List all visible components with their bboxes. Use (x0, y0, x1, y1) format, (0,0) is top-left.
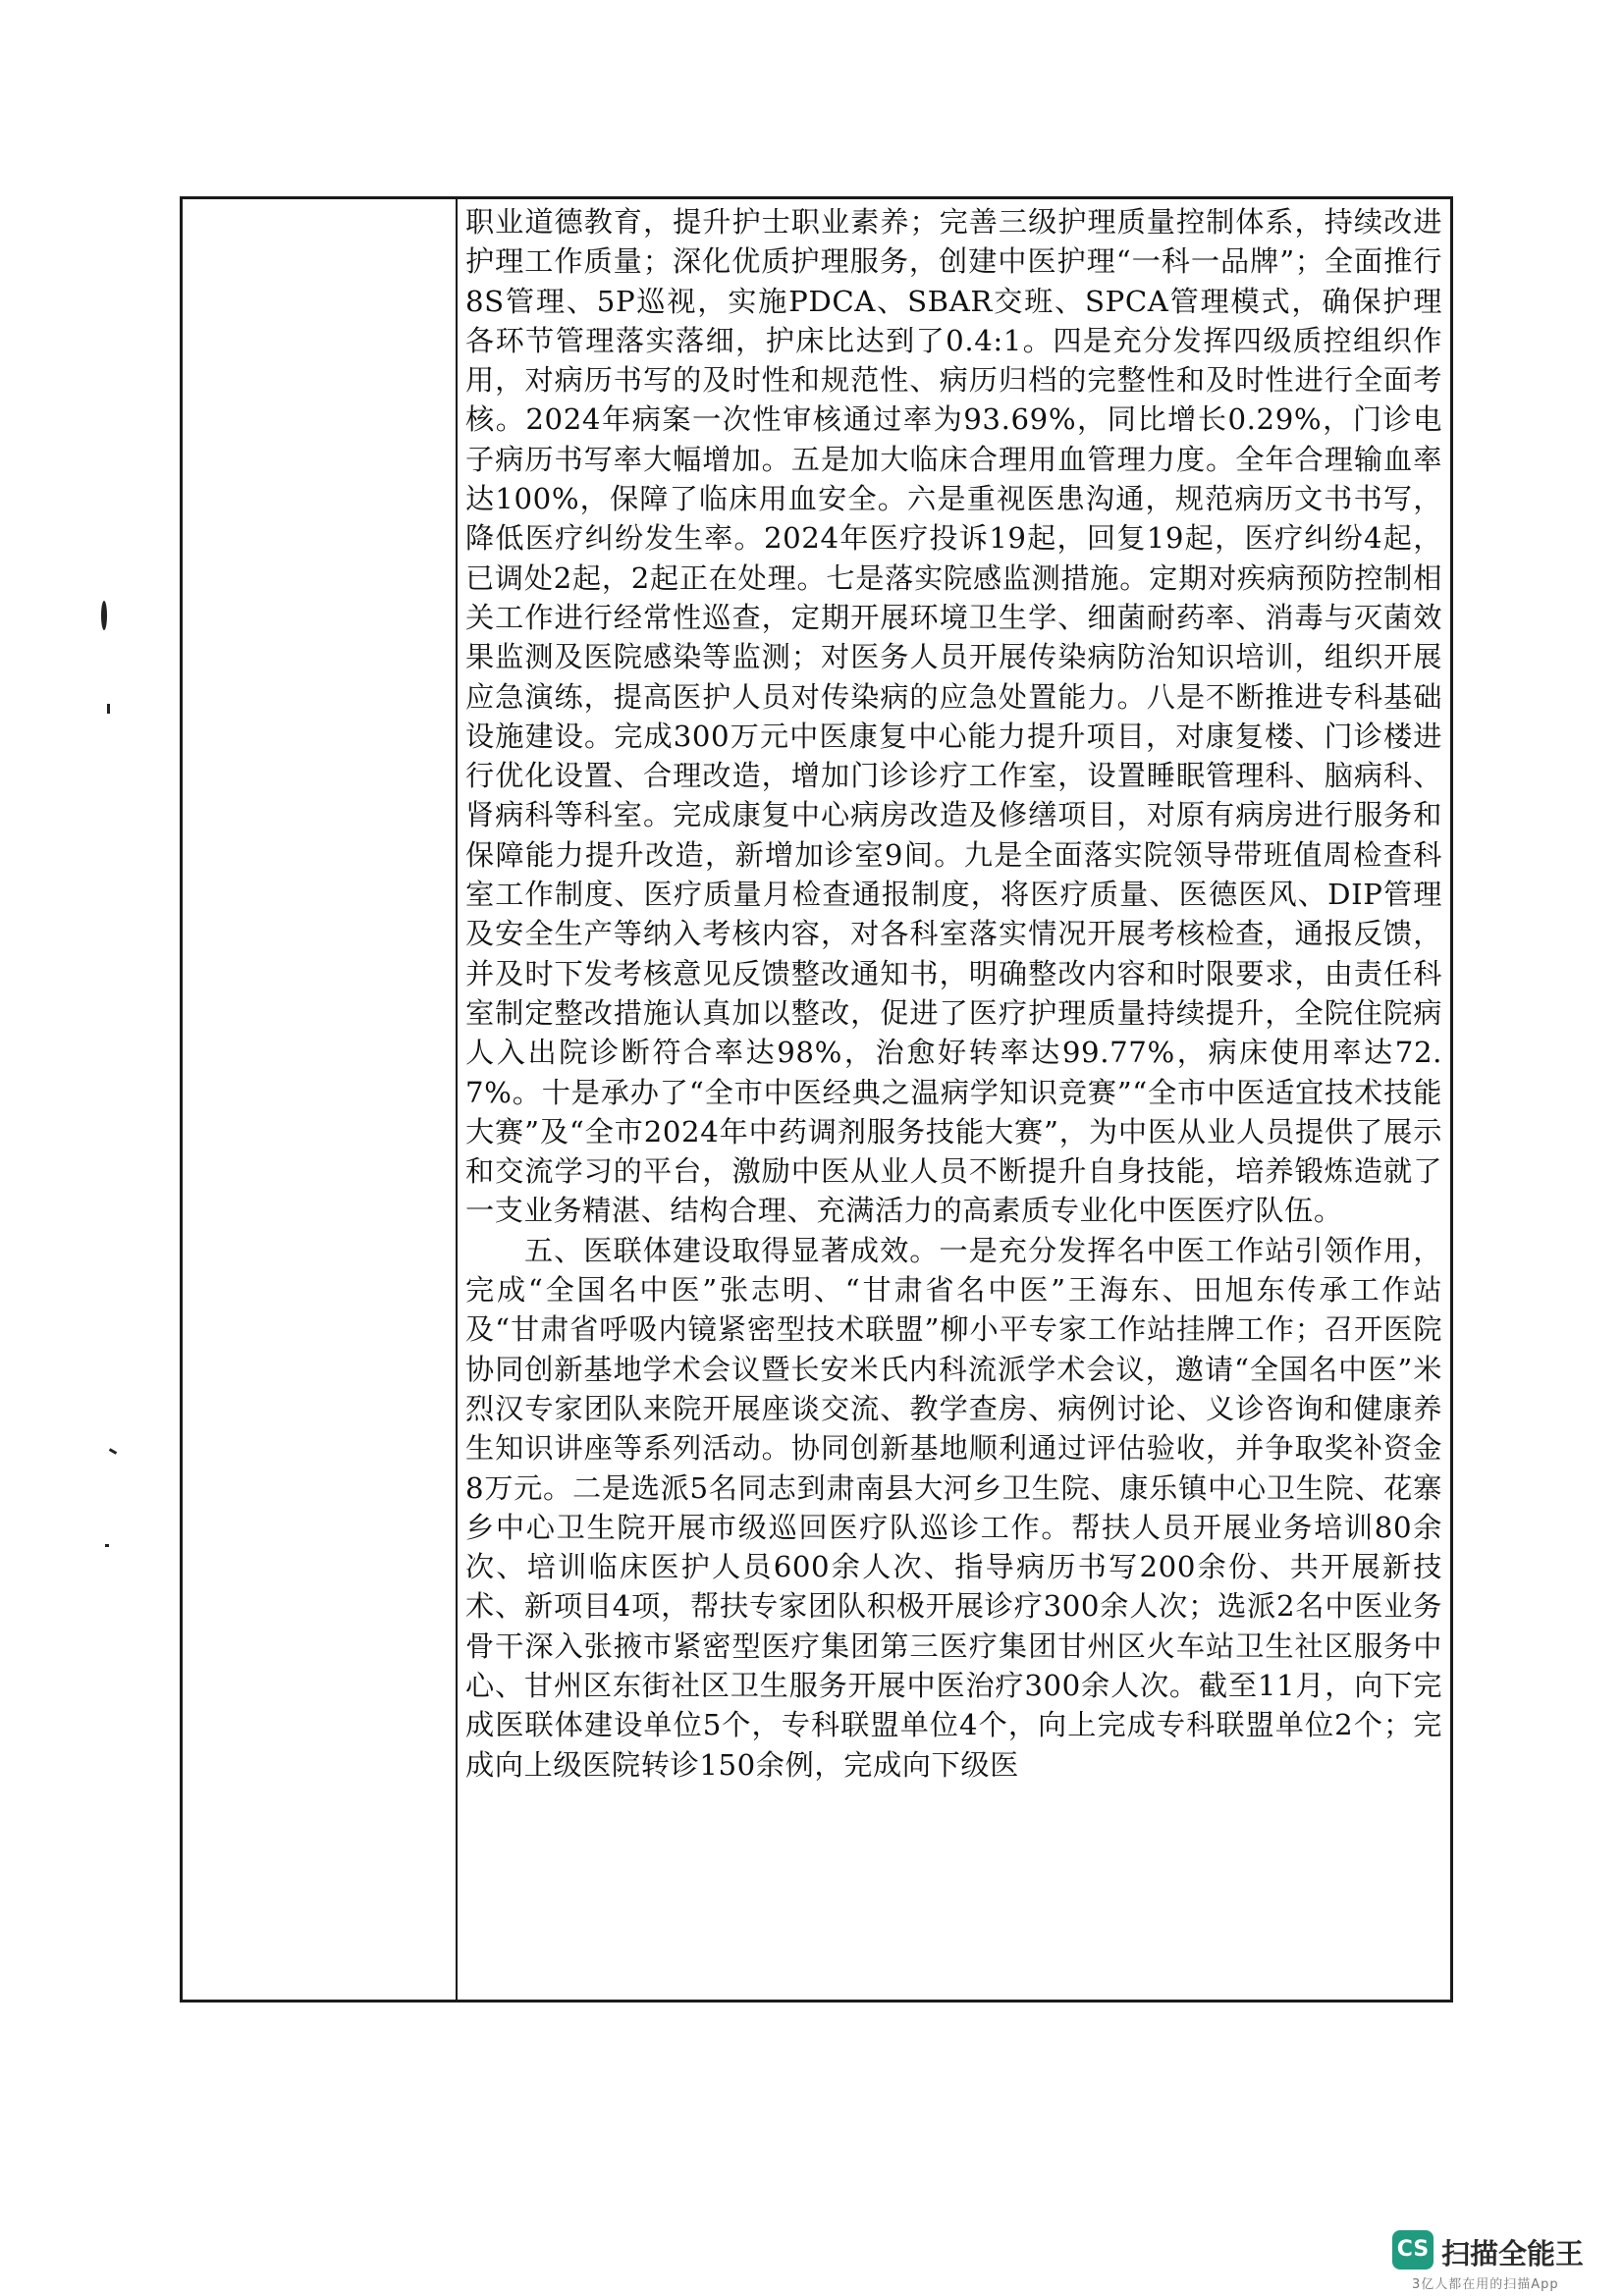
scan-mark (105, 1544, 109, 1547)
table-left-column (183, 199, 458, 2000)
camscanner-logo-icon: CS (1392, 2230, 1434, 2269)
paragraph-continuation: 职业道德教育，提升护士职业素养；完善三级护理质量控制体系，持续改进护理工作质量；深化优质护理服务，创建中医护理“一科一品牌”；全面推行8S管理、5P巡视，实施PDCA、SBAR交班、SPCA管理模式，确保护理各环节管理落实落细，护床比达到了0.4:1。四是充分发挥四级质控组织作用，对病历书写的及时性和规范性、病历归档的完整性和及时性进行全面考核。2024年病案一次性审核通过率为93.69%，同比增长0.29%，门诊电子病历书写率大幅增加。五是加大临床合理用血管理力度。全年合理输血率达100%，保障了临床用血安全。六是重视医患沟通，规范病历文书书写，降低医疗纠纷发生率。2024年医疗投诉19起，回复19起，医疗纠纷4起，已调处2起，2起正在处理。七是落实院感监测措施。定期对疾病预防控制相关工作进行经常性巡查，定期开展环境卫生学、细菌耐药率、消毒与灭菌效果监测及医院感染等监测；对医务人员开展传染病防治知识培训，组织开展应急演练，提高医护人员对传染病的应急处置能力。八是不断推进专科基础设施建设。完成300万元中医康复中心能力提升项目，对康复楼、门诊楼进行优化设置、合理改造，增加门诊诊疗工作室，设置睡眠管理科、脑病科、肾病科等科室。完成康复中心病房改造及修缮项目，对原有病房进行服务和保障能力提升改造，新增加诊室9间。九是全面落实院领导带班值周检查科室工作制度、医疗质量月检查通报制度，将医疗质量、医德医风、DIP管理及安全生产等纳入考核内容，对各科室落实情况开展考核检查，通报反馈，并及时下发考核意见反馈整改通知书，明确整改内容和时限要求，由责任科室制定整改措施认真加以整改，促进了医疗护理质量持续提升，全院住院病人入出院诊断符合率达98%，治愈好转率达99.77%，病床使用率达72.7%。十是承办了“全市中医经典之温病学知识竞赛”“全市中医适宜技术技能大赛”及“全市2024年中药调剂服务技能大赛”，为中医从业人员提供了展示和交流学习的平台，激励中医从业人员不断提升自身技能，培养锻炼造就了一支业务精湛、结构合理、充满活力的高素质专业化中医医疗队伍。 (465, 205, 1442, 1228)
scanner-tagline: 3亿人都在用的扫描App (1412, 2277, 1559, 2292)
scanner-app-name: 扫描全能王 (1441, 2237, 1585, 2270)
scan-mark (101, 601, 107, 630)
scan-mark (107, 704, 110, 714)
paragraph-section-five: 五、医联体建设取得显著成效。一是充分发挥名中医工作站引领作用，完成“全国名中医”张志明、“甘肃省名中医”王海东、田旭东传承工作站及“甘肃省呼吸内镜紧密型技术联盟”柳小平专家工作站挂牌工作；召开医院协同创新基地学术会议暨长安米氏内科流派学术会议，邀请“全国名中医”米烈汉专家团队来院开展座谈交流、教学查房、病例讨论、义诊咨询和健康养生知识讲座等系列活动。协同创新基地顺利通过评估验收，并争取奖补资金8万元。二是选派5名同志到肃南县大河乡卫生院、康乐镇中心卫生院、花寨乡中心卫生院开展市级巡回医疗队巡诊工作。帮扶人员开展业务培训80余次、培训临床医护人员600余人次、指导病历书写200余份、共开展新技术、新项目4项，帮扶专家团队积极开展诊疗300余人次；选派2名中医业务骨干深入张掖市紧密型医疗集团第三医疗集团甘州区火车站卫生社区服务中心、甘州区东街社区卫生服务开展中医治疗300余人次。截至11月，向下完成医联体建设单位5个，专科联盟单位4个，向上完成专科联盟单位2个；完成向上级医院转诊150余例，完成向下级医 (465, 1233, 1442, 1782)
scanner-watermark (1392, 2230, 1600, 2292)
table-content-column (458, 199, 1450, 2000)
report-table (180, 196, 1453, 2002)
scan-mark (109, 1448, 117, 1455)
